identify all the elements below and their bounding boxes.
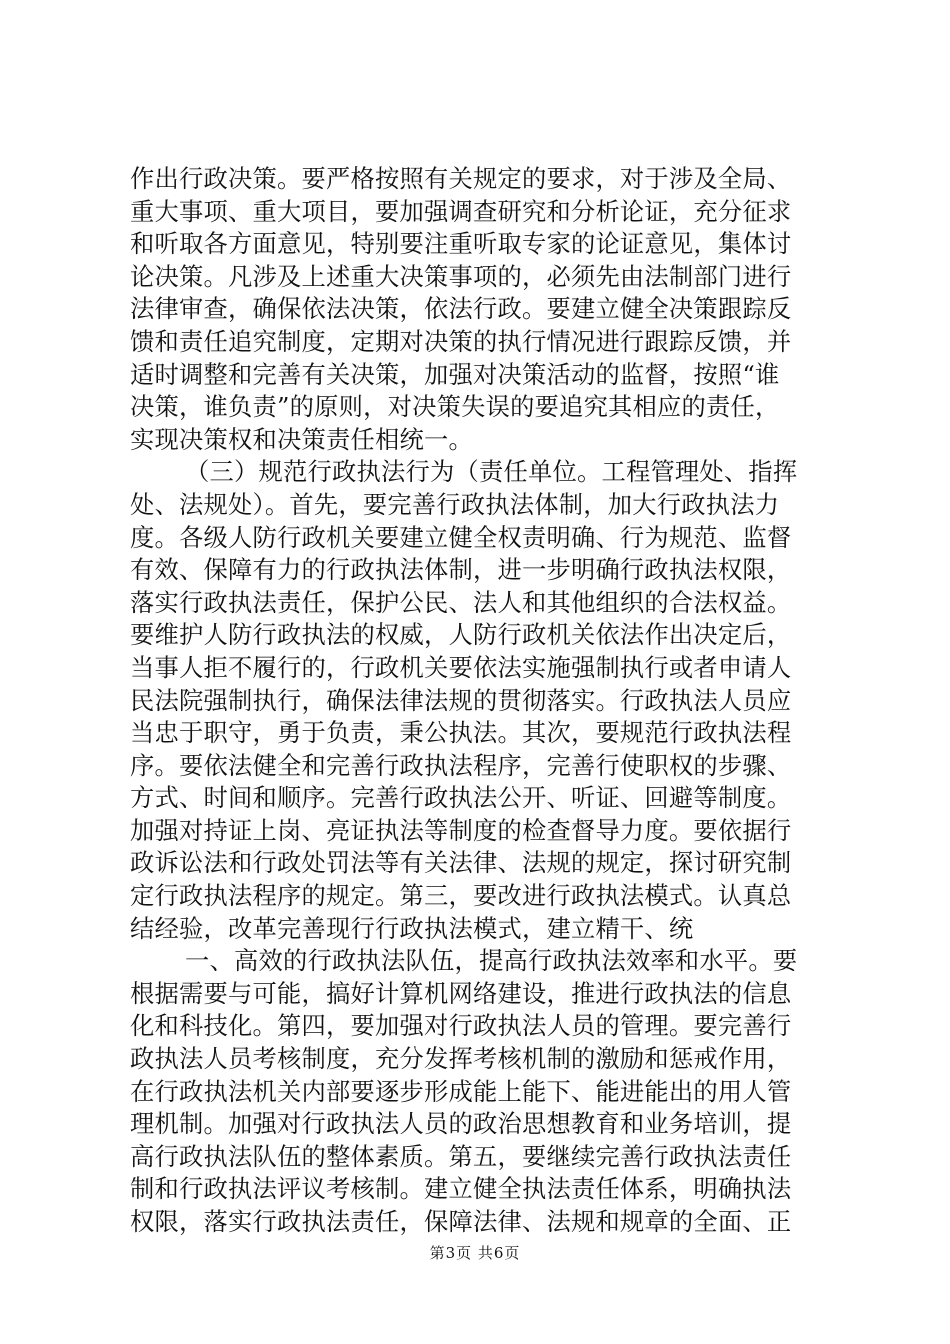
text-line: 政执法人员考核制度，充分发挥考核机制的激励和惩戒作用， [130,1044,792,1074]
text-line: 化和科技化。第四，要加强对行政执法人员的管理。要完善行 [130,1011,792,1041]
text-line: 民法院强制执行，确保法律法规的贯彻落实。行政执法人员应 [130,685,792,715]
paragraph-first-line: 一、高效的行政执法队伍，提高行政执法效率和水平。要 [185,946,798,976]
text-line: 决策，谁负责”的原则，对决策失误的要追究其相应的责任， [130,392,780,422]
paragraph-first-line: （三）规范行政执法行为（责任单位。工程管理处、指挥 [185,457,798,487]
text-line: 和听取各方面意见，特别要注重听取专家的论证意见，集体讨 [130,229,792,259]
text-line: 在行政执法机关内部要逐步形成能上能下、能进能出的用人管 [130,1076,792,1106]
text-line: 方式、时间和顺序。完善行政执法公开、听证、回避等制度。 [130,783,792,813]
text-line: 当忠于职守，勇于负责，秉公执法。其次，要规范行政执法程 [130,718,792,748]
text-line: 度。各级人防行政机关要建立健全权责明确、行为规范、监督 [130,522,792,552]
text-line: 当事人拒不履行的，行政机关要依法实施强制执行或者申请人 [130,652,792,682]
text-line: 结经验，改革完善现行行政执法模式，建立精干、统 [130,913,694,943]
text-line: 要维护人防行政执法的权威，人防行政机关依法作出决定后， [130,620,792,650]
document-body [130,163,830,1239]
text-line: 政诉讼法和行政处罚法等有关法律、法规的规定，探讨研究制 [130,848,792,878]
text-line: 馈和责任追究制度，定期对决策的执行情况进行跟踪反馈，并 [130,326,792,356]
text-line: 理机制。加强对行政执法人员的政治思想教育和业务培训，提 [130,1109,792,1139]
page-number-footer: 第3页 共6页 [429,1244,521,1262]
text-line: 根据需要与可能，搞好计算机网络建设，推进行政执法的信息 [130,978,792,1008]
text-line: 有效、保障有力的行政执法体制，进一步明确行政执法权限， [130,555,792,585]
text-line: 论决策。凡涉及上述重大决策事项的，必须先由法制部门进行 [130,261,792,291]
text-line: 高行政执法队伍的整体素质。第五，要继续完善行政执法责任 [130,1141,792,1171]
text-line: 重大事项、重大项目，要加强调查研究和分析论证，充分征求 [130,196,792,226]
text-line: 作出行政决策。要严格按照有关规定的要求，对于涉及全局、 [130,164,792,193]
text-line: 加强对持证上岗、亮证执法等制度的检查督导力度。要依据行 [130,815,792,845]
text-line: 法律审查，确保依法决策，依法行政。要建立健全决策跟踪反 [130,294,792,324]
text-line: 序。要依法健全和完善行政执法程序，完善行使职权的步骤、 [130,750,792,780]
text-line: 适时调整和完善有关决策，加强对决策活动的监督，按照“谁 [130,359,780,389]
text-line: 实现决策权和决策责任相统一。 [130,424,473,454]
text-line: 权限，落实行政执法责任，保障法律、法规和规章的全面、正 [130,1207,792,1236]
text-line: 落实行政执法责任，保护公民、法人和其他组织的合法权益。 [130,587,792,617]
text-line: 定行政执法程序的规定。第三，要改进行政执法模式。认真总 [130,881,792,911]
text-line: 处、法规处）。首先，要完善行政执法体制，加大行政执法力 [130,489,780,519]
text-line: 制和行政执法评议考核制。建立健全执法责任体系，明确执法 [130,1174,792,1204]
